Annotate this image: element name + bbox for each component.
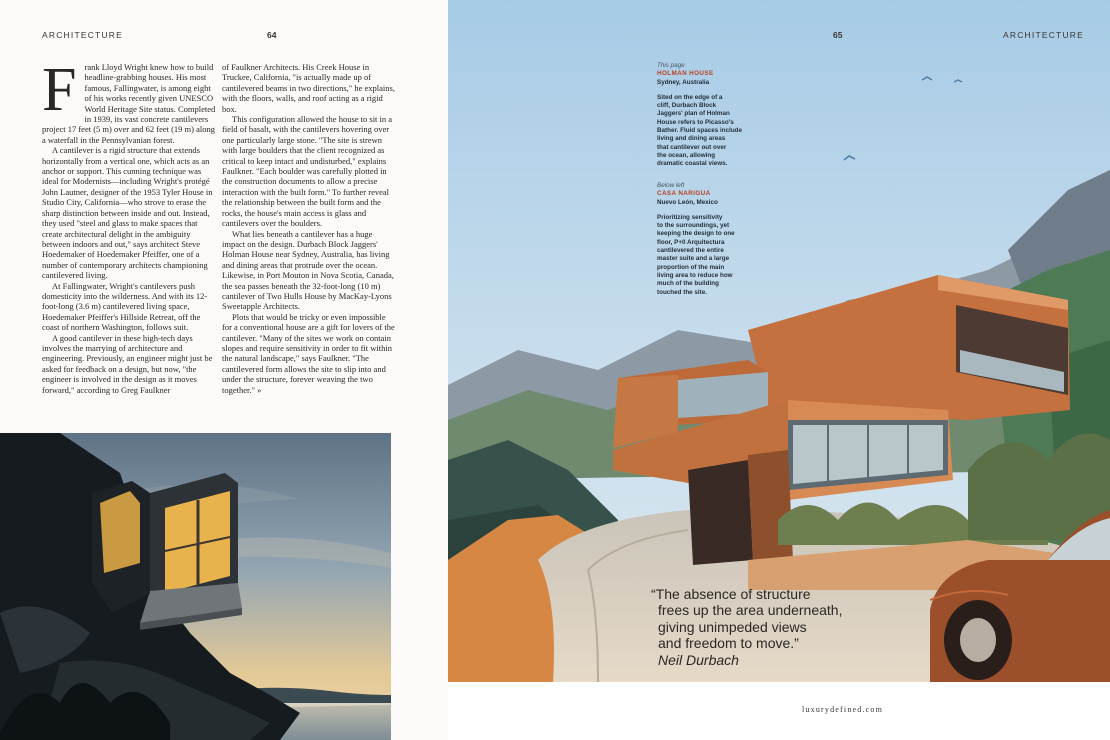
paragraph: A good cantilever in these high-tech days involves the marrying of architecture and engineering. Previously, an engineer might just be asked for feedback on a design, but now, "the engineer is involved in the design as it moves forward," according to Greg Faulkner <box>42 332 213 395</box>
paragraph: Frank Lloyd Wright knew how to build headline-grabbing houses. His most famous, Fallingwater, is among eight of his works recently given UNESCO World Heritage Site status. Completed in 1939, its vast concrete cantilevers project 17 feet (5 m) over and 62 feet (19 m) along a waterfall in the Pennsylvanian forest. <box>42 56 216 145</box>
quote-author: Neil Durbach <box>658 651 739 668</box>
body-column-1 <box>42 56 219 395</box>
caption-body: Prioritizing sensitivity to the surroundings, yet keeping the design to one floor, P+0 Arquitectura cantilevered the entire master suite and a large proportion of the main living area to reduce how much of the building touched the site. <box>657 213 735 296</box>
quote-line: frees up the area underneath, <box>658 602 843 619</box>
quote-line: giving unimpeded views <box>658 618 807 635</box>
caption-body: Sited on the edge of a cliff, Durbach Block Jaggers' plan of Holman House refers to Picasso's Bather. Fluid spaces include living and dining areas that cantilever out over the ocean, allowing dramatic coastal views. <box>657 93 743 168</box>
drop-cap: F <box>42 56 77 124</box>
quote-line: “The absence of structure <box>651 586 811 602</box>
caption-name: HOLMAN HOUSE <box>657 70 714 78</box>
paragraph: At Fallingwater, Wright's cantilevers push domesticity into the wilderness. And with its 12-foot-long (3.6 m) cantilevered living space, Hoedemaker Pfeiffer's Hillside Retreat, off the coast of northern Washington, follows suit. <box>42 280 208 333</box>
caption-name: CASA NARIGUA <box>657 190 711 198</box>
casa-narigua-illustration <box>0 433 391 740</box>
footer-url[interactable]: luxurydefined.com <box>802 705 884 714</box>
page-number: 64 <box>267 30 277 40</box>
caption-holman-house <box>657 62 767 169</box>
paragraph: of Faulkner Architects. His Creek House in Truckee, California, "is actually made up of cantilevered beams in two directions," he explains, with the floors, walls, and roof acting as a rigid box. <box>222 62 395 114</box>
caption-casa-narigua <box>657 182 767 297</box>
paragraph: This configuration allowed the house to sit in a field of basalt, with the cantilevers hovering over one particularly large stone. "The site is strewn with large boulders that the client recognized as critical to keep intact and undisturbed," explains Faulkner. "Each boulder was carefully plotted in the construction documents to allow a precise interaction with the built form." To further reveal the relationship between the built form and the rocks, the house's main access is glass and cantilevers over the boulders. <box>222 114 393 229</box>
pull-quote <box>651 586 911 668</box>
caption-location: Sydney, Australia <box>657 78 710 86</box>
holman-house-illustration <box>448 0 1110 682</box>
page-number-right: 65 <box>833 30 843 40</box>
caption-location: Nuevo León, Mexico <box>657 198 718 206</box>
section-label: ARCHITECTURE <box>42 30 123 40</box>
quote-line: and freedom to move.” <box>658 635 799 652</box>
paragraph: Plots that would be tricky or even impossible for a conventional house are a gift for lovers of the cantilever. "Many of the sites we work on contain slopes and require sensitivity in order to fit within the natural landscape," says Faulkner. "The cantilevered form allows the site to slip into and under the structure, forever weaving the two together." » <box>222 311 395 395</box>
paragraph: A cantilever is a rigid structure that extends horizontally from a vertical one, which acts as an anchor or support. This cunning technique was ideal for Modernists—including Wright's protégé John Lautner, designer of the 1953 Tyler House in Studio City, California—who strove to erase the sharp distinction between inside and out. Instead, they used "steel and glass to make spaces that create architectural delight in the ambiguity between indoors and out," says architect Steve Hoedemaker of Hoedemaker Pfeiffer, one of a number of contemporary architects championing cantilevered living. <box>42 145 213 281</box>
section-label-right: ARCHITECTURE <box>1003 30 1084 40</box>
caption-label: Below left <box>657 182 685 189</box>
caption-label: This page <box>657 62 685 69</box>
body-column-2 <box>222 62 395 395</box>
paragraph: What lies beneath a cantilever has a huge impact on the design. Durbach Block Jaggers' Holman House near Sydney, Australia, has living and dining areas that protrude over the ocean. Likewise, in Port Mouton in Nova Scotia, Canada, the sea passes beneath the 32-foot-long (10 m) cantilever of Two Hulls House by MacKay-Lyons Sweetapple Architects. <box>222 228 394 312</box>
